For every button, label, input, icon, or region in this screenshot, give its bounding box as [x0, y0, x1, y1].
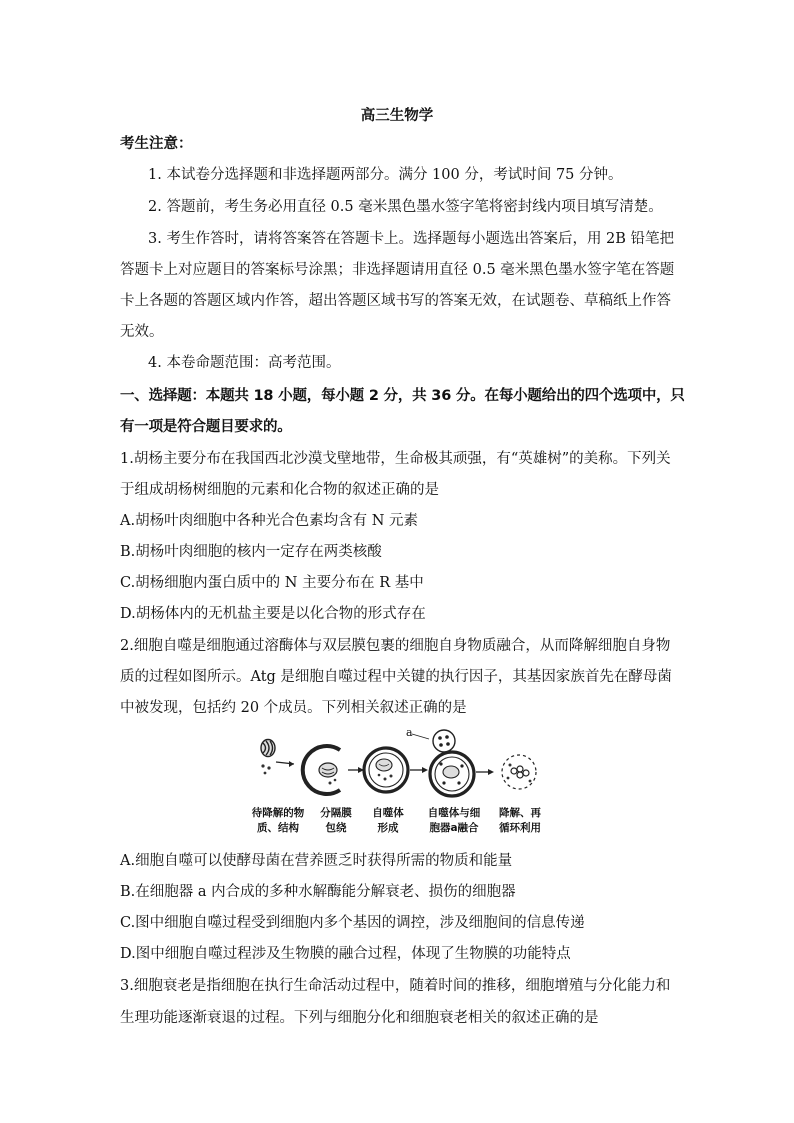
caption-stage-4: 自噬体与细	[427, 807, 481, 819]
degradation-products	[502, 755, 536, 789]
particle	[267, 766, 270, 769]
caption-stage-5: 循环利用	[499, 822, 541, 834]
question-stem: 生理功能逐渐衰退的过程。下列与细胞分化和细胞衰老相关的叙述正确的是	[120, 1010, 599, 1026]
particle	[334, 779, 337, 782]
caption-stage-3: 自噬体	[372, 807, 404, 819]
option-a: A.细胞自噬可以使酵母菌在营养匮乏时获得所需的物质和能量	[120, 853, 513, 869]
target-structure	[261, 740, 275, 757]
pointer-line	[412, 734, 429, 739]
particle	[509, 764, 512, 767]
arrowhead	[422, 767, 428, 773]
question-stem: 中被发现，包括约 20 个成员。下列相关叙述正确的是	[120, 700, 467, 716]
caption-stage-3: 形成	[377, 822, 399, 834]
caption-stage-5: 降解、再	[499, 807, 541, 819]
autophagosome	[364, 748, 408, 792]
question-stem: 于组成胡杨树细胞的元素和化合物的叙述正确的是	[120, 482, 439, 498]
autophagy-diagram	[248, 728, 548, 840]
autolysosome	[430, 752, 474, 796]
notice-item: 答题卡上对应题目的答案标号涂黑；非选择题请用直径 0.5 毫米黑色墨水签字笔在答题	[120, 262, 675, 278]
particle	[264, 772, 267, 775]
option-d: D.图中细胞自噬过程涉及生物膜的融合过程，体现了生物膜的功能特点	[120, 946, 571, 962]
option-c: C.图中细胞自噬过程受到细胞内多个基因的调控，涉及细胞间的信息传递	[120, 915, 585, 931]
notice-item: 1. 本试卷分选择题和非选择题两部分。满分 100 分，考试时间 75 分钟。	[148, 167, 623, 183]
question-stem: 3.细胞衰老是指细胞在执行生命活动过程中，随着时间的推移，细胞增殖与分化能力和	[120, 978, 671, 994]
notice-heading: 考生注意：	[120, 136, 193, 152]
caption-stage-4: 胞器a融合	[429, 822, 479, 834]
notice-item: 4. 本卷命题范围：高考范围。	[148, 355, 341, 371]
organelle-a	[433, 730, 455, 752]
option-b: B.在细胞器 a 内合成的多种水解酶能分解衰老、损伤的细胞器	[120, 884, 516, 900]
question-stem: 1.胡杨主要分布在我国西北沙漠戈壁地带，生命极其顽强，有“英雄树”的美称。下列关	[120, 451, 671, 467]
caption-stage-1: 待降解的物	[251, 807, 305, 819]
caption-stage-2: 包绕	[325, 822, 347, 834]
particle	[529, 780, 532, 783]
notice-item: 无效。	[120, 324, 164, 340]
section-heading: 一、选择题：本题共 18 小题，每小题 2 分，共 36 分。在每小题给出的四个选项中，只	[120, 388, 685, 404]
arrowhead	[488, 769, 494, 775]
particle	[261, 764, 264, 767]
question-stem: 质的过程如图所示。Atg 是细胞自噬过程中关键的执行因子，其基因家族首先在酵母菌	[120, 669, 672, 685]
arrowhead	[289, 761, 294, 767]
notice-item: 3. 考生作答时，请将答案答在答题卡上。选择题每小题选出答案后，用 2B 铅笔把	[148, 231, 675, 247]
option-d: D.胡杨体内的无机盐主要是以化合物的形式存在	[120, 606, 426, 622]
question-stem: 2.细胞自噬是细胞通过溶酶体与双层膜包裹的细胞自身物质融合，从而降解细胞自身物	[120, 638, 671, 654]
section-heading: 有一项是符合题目要求的。	[120, 419, 292, 435]
option-c: C.胡杨细胞内蛋白质中的 N 主要分布在 R 基中	[120, 575, 424, 591]
page-title: 高三生物学	[360, 108, 434, 124]
option-a: A.胡杨叶肉细胞中各种光合色素均含有 N 元素	[120, 513, 418, 529]
option-b: B.胡杨叶肉细胞的核内一定存在两类核酸	[120, 544, 382, 560]
organelle-a-label: a	[406, 728, 413, 739]
caption-stage-2: 分隔膜	[320, 807, 352, 819]
caption-stage-1: 质、结构	[257, 822, 299, 834]
particle	[507, 777, 510, 780]
notice-item: 2. 答题前，考生务必用直径 0.5 毫米黑色墨水签字笔将密封线内项目填写清楚。	[148, 199, 663, 215]
particle	[329, 782, 332, 785]
notice-item: 卡上各题的答题区域内作答，超出答题区域书写的答案无效，在试题卷、草稿纸上作答	[120, 293, 671, 309]
